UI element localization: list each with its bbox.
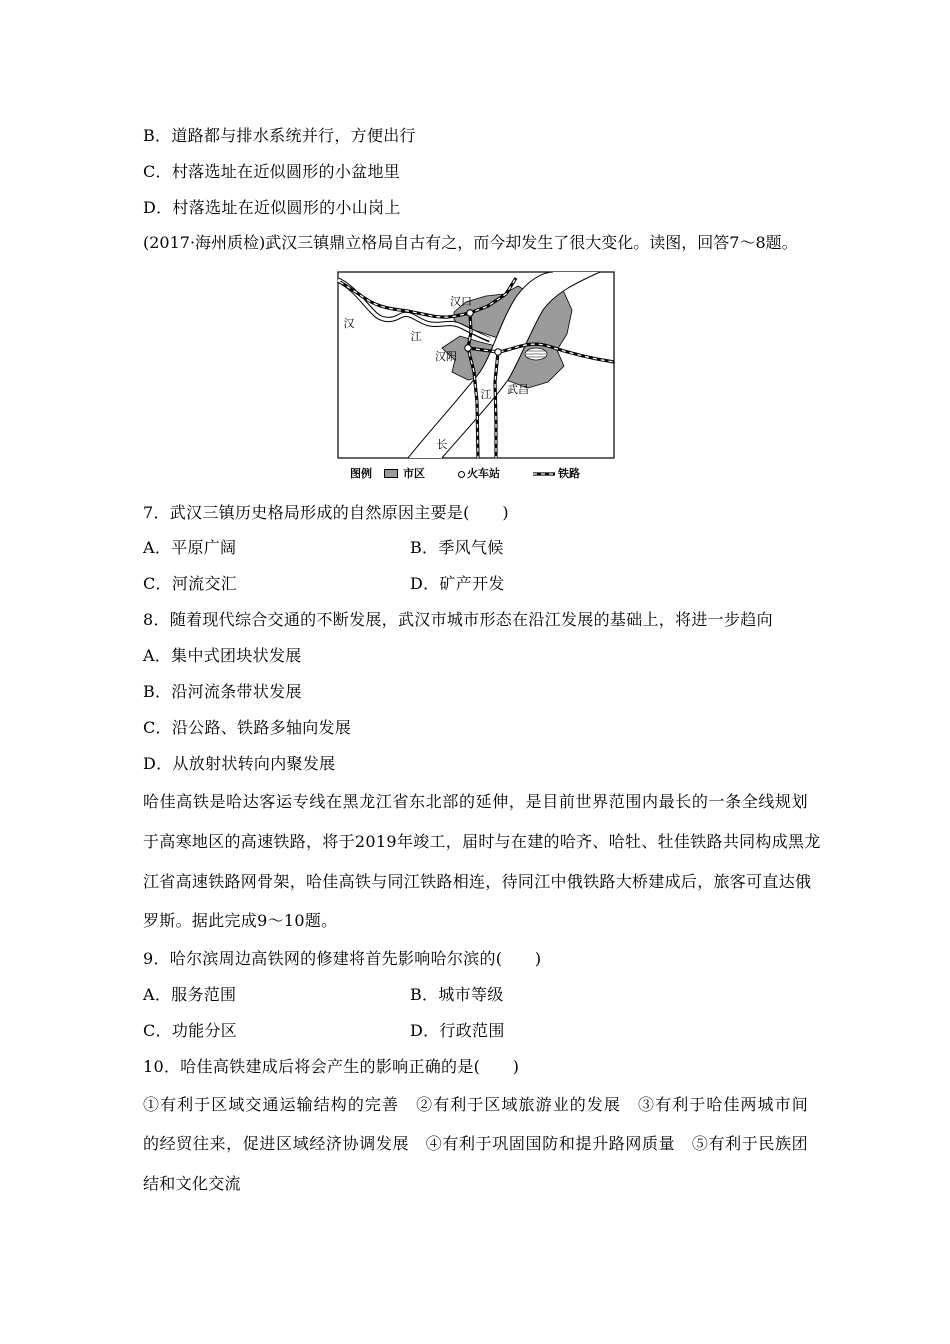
q7-option-a: A．平原广阔 [143,538,237,557]
passage-line-2: 于高寒地区的高速铁路，将于2019年竣工，届时与在建的哈齐、哈牡、牡佳铁路共同构成黑龙 [143,832,821,851]
q7-options-row-2 [143,573,808,595]
intro-7-8: (2017·海州质检)武汉三镇鼎立格局自古有之，而今却发生了很大变化。读图，回答7～8题。 [143,233,798,252]
wuhan-map [337,271,615,459]
q7-stem: 7．武汉三镇历史格局形成的自然原因主要是( ) [143,503,509,522]
q9-option-a: A．服务范围 [143,985,237,1004]
q9-options-row-2 [143,1020,808,1042]
legend-railway-icon [533,470,555,478]
passage-line-4: 罗斯。据此完成9～10题。 [143,911,338,930]
legend-urban-swatch [384,469,398,478]
q6-option-c: C．村落选址在近似圆形的小盆地里 [143,162,401,181]
legend-station-icon [458,471,465,478]
legend-railway-label: 铁路 [558,467,580,480]
q9-option-b: B．城市等级 [410,985,504,1004]
q8-option-c: C．沿公路、铁路多轴向发展 [143,718,352,737]
q8-option-b: B．沿河流条带状发展 [143,682,302,701]
station-hanyang [465,345,471,351]
q9-option-c: C．功能分区 [143,1021,238,1040]
label-yangtze-1: 长 [436,438,448,451]
map-legend [338,466,614,482]
label-han-1: 汉 [343,317,355,330]
q10-statement-line-2: 的经贸往来，促进区域经济协调发展 ④有利于巩固国防和提升路网质量 ⑤有利于民族团 [143,1134,808,1153]
q7-option-d: D．矿产开发 [410,574,505,593]
q9-stem: 9．哈尔滨周边高铁网的修建将首先影响哈尔滨的( ) [143,949,542,968]
station-hankou [467,310,473,316]
q7-options-row-1 [143,537,808,559]
q10-statement-line-1: ①有利于区域交通运输结构的完善 ②有利于区域旅游业的发展 ③有利于哈佳两城市间 [143,1095,808,1114]
q9-options-row-1 [143,984,808,1006]
label-hankou: 汉口 [450,295,472,308]
q6-option-b: B．道路都与排水系统并行，方便出行 [143,126,416,145]
lake [525,348,547,360]
passage-line-3: 江省高速铁路网骨架，哈佳高铁与同江铁路相连，待同江中俄铁路大桥建成后，旅客可直达俄 [143,872,812,891]
q10-statement-line-3: 结和文化交流 [143,1174,241,1193]
q7-option-b: B．季风气候 [410,538,504,557]
q8-option-a: A．集中式团块状发展 [143,646,302,665]
legend-title: 图例 [350,467,372,480]
q8-option-d: D．从放射状转向内聚发展 [143,754,336,773]
q10-stem: 10．哈佳高铁建成后将会产生的影响正确的是( ) [143,1057,520,1076]
legend-station-label: 火车站 [467,467,500,480]
label-hanyang: 汉阳 [435,350,457,363]
station-wuchang [495,349,501,355]
q6-option-d: D．村落选址在近似圆形的小山岗上 [143,198,401,217]
label-yangtze-2: 江 [480,388,492,401]
q9-option-d: D．行政范围 [410,1021,505,1040]
label-han-2: 江 [410,330,422,343]
q8-stem: 8．随着现代综合交通的不断发展，武汉市城市形态在沿江发展的基础上，将进一步趋向 [143,610,773,629]
label-wuchang: 武昌 [507,383,529,396]
legend-urban-label: 市区 [403,467,425,480]
q7-option-c: C．河流交汇 [143,574,238,593]
passage-line-1: 哈佳高铁是哈达客运专线在黑龙江省东北部的延伸，是目前世界范围内最长的一条全线规划 [143,792,808,811]
